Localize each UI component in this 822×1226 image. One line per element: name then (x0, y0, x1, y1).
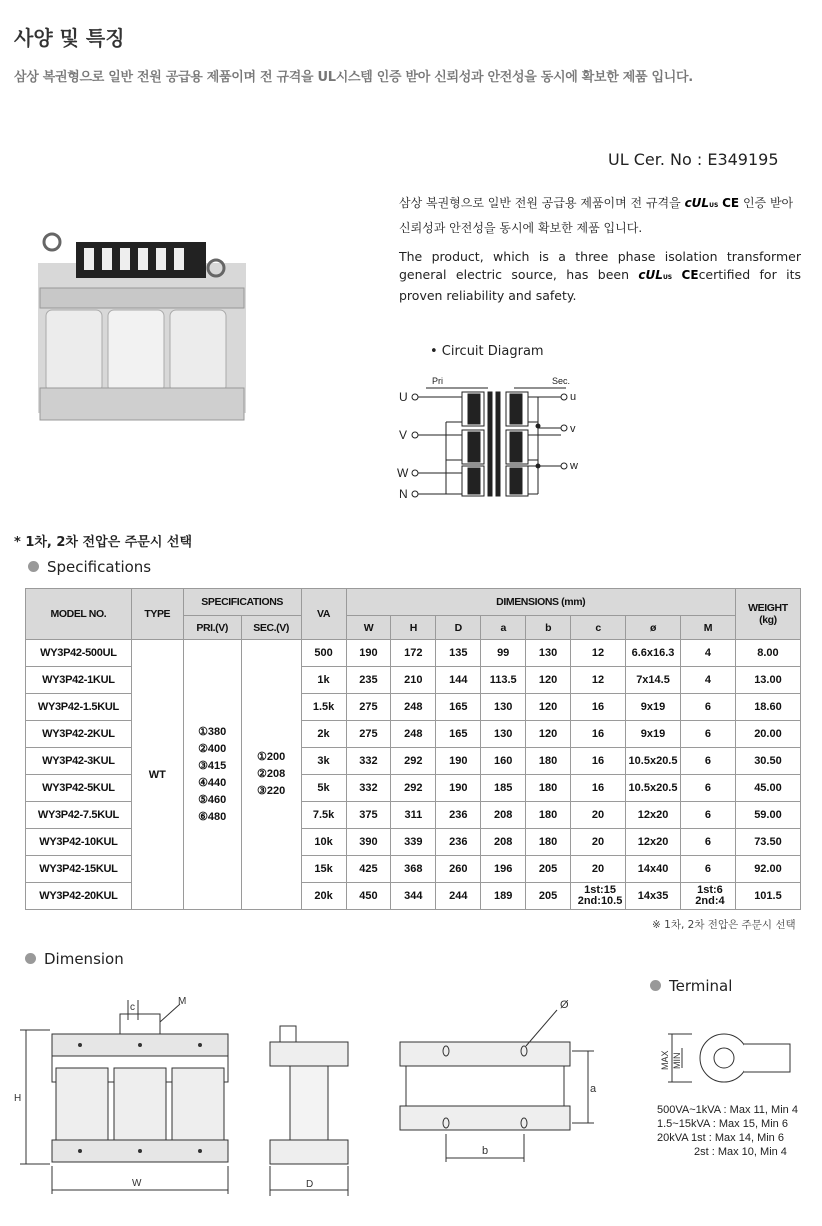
table-row: WY3P42-1.5KUL 1.5k 275 248 165 130 120 16 9x19 6 18.60 (26, 694, 801, 721)
table-row: WY3P42-5KUL 5k 332 292 190 185 180 16 10.5x20.5 6 45.00 (26, 775, 801, 802)
terminal-min-label: MIN (672, 1052, 682, 1069)
dimension-top-view (392, 994, 624, 1164)
english-description: The product, which is a three phase isolation transformer general electric source, has been ᴄULUS CEcertified for its proven reliability and safety. (399, 249, 801, 303)
table-row: WY3P42-3KUL 3k 332 292 190 160 180 16 10.5x20.5 6 30.50 (26, 748, 801, 775)
ul-cert-number: UL Cer. No : E349195 (608, 150, 779, 169)
table-row: WY3P42-2KUL 2k 275 248 165 130 120 16 9x19 6 20.00 (26, 721, 801, 748)
th-specifications: SPECIFICATIONS (183, 589, 301, 616)
circuit-diagram-title: • Circuit Diagram (430, 344, 544, 359)
dimension-side-view (262, 1020, 362, 1200)
th-pri: PRI.(V) (183, 616, 241, 640)
terminal-max-label: MAX (660, 1050, 670, 1070)
ce-logo-english: CE (681, 268, 699, 282)
dimension-front-view (10, 990, 240, 1200)
specifications-heading: Specifications (28, 558, 151, 576)
korean-desc-line2: 인증 받아 (742, 196, 794, 210)
th-weight: WEIGHT (kg) (735, 589, 800, 640)
table-row: WY3P42-500UL WT ①380 ②400 ③415 ④440 ⑤460 ⑥480 ①200 ②208 ③220 500 190 172 135 99 130 12 6.6x16.3 4 8.00 (26, 640, 801, 667)
dim-label-w: W (132, 1178, 142, 1189)
th-dim-h: H (391, 616, 436, 640)
circuit-diagram (396, 370, 596, 506)
table-footnote: ※ 1차, 2차 전압은 주문시 선택 (652, 919, 796, 931)
dim-label-d: D (306, 1179, 314, 1190)
bullet-icon (650, 980, 661, 991)
dim-label-phi: Ø (560, 999, 569, 1011)
korean-desc-line1: 삼상 복권형으로 일반 전원 공급용 제품이며 전 규격을 (399, 196, 681, 210)
th-dim-d: D (436, 616, 481, 640)
pri-voltages-cell: ①380 ②400 ③415 ④440 ⑤460 ⑥480 (183, 640, 241, 910)
voltage-note-heading: * 1차, 2차 전압은 주문시 선택 (14, 535, 193, 550)
th-dim-b: b (526, 616, 571, 640)
table-row: WY3P42-7.5KUL 7.5k 375 311 236 208 180 20 12x20 6 59.00 (26, 802, 801, 829)
th-dimensions: DIMENSIONS (mm) (346, 589, 735, 616)
ce-logo: CE (722, 196, 740, 210)
table-row: WY3P42-10KUL 10k 390 339 236 208 180 20 12x20 6 73.50 (26, 829, 801, 856)
circuit-term-U: U (399, 390, 408, 404)
korean-desc-line3: 신뢰성과 안전성을 동시에 확보한 제품 입니다. (399, 221, 643, 235)
th-dim-a: a (481, 616, 526, 640)
th-dim-w: W (346, 616, 391, 640)
th-dim-c: c (571, 616, 626, 640)
circuit-term-W: W (397, 466, 409, 480)
page-subtitle: 삼상 복권형으로 일반 전원 공급용 제품이며 전 규격을 UL시스템 인증 받아 신뢰성과 안전성을 동시에 확보한 제품 입니다. (14, 70, 693, 85)
bullet-icon (25, 953, 36, 964)
table-row: WY3P42-15KUL 15k 425 368 260 196 205 20 14x40 6 92.00 (26, 856, 801, 883)
specifications-table (25, 588, 801, 910)
sec-voltages-cell: ①200 ②208 ③220 (241, 640, 301, 910)
dim-label-m: M (178, 996, 187, 1007)
ul-logo-english: ᴄULUS (638, 268, 673, 282)
circuit-pri-label: Pri (432, 376, 443, 386)
th-dim-phi: ø (626, 616, 681, 640)
bullet-icon (28, 561, 39, 572)
table-row: WY3P42-20KUL 20k 450 344 244 189 205 1st:15 2nd:10.5 14x35 1st:6 2nd:4 101.5 (26, 883, 801, 910)
terminal-heading: Terminal (650, 977, 732, 995)
circuit-sec-label: Sec. (552, 376, 571, 386)
terminal-notes: 500VA~1kVA : Max 11, Min 4 1.5~15kVA : Max 15, Min 6 20kVA 1st : Max 14, Min 6 2st : Max 10, Min 4 (657, 1104, 798, 1158)
th-sec: SEC.(V) (241, 616, 301, 640)
type-cell: WT (131, 640, 183, 910)
ul-logo: ᴄULUS (684, 196, 719, 210)
dim-label-c: c (130, 1002, 135, 1013)
th-model: MODEL NO. (26, 589, 132, 640)
circuit-term-N: N (399, 487, 408, 501)
th-type: TYPE (131, 589, 183, 640)
dimension-heading: Dimension (25, 950, 124, 968)
circuit-term-v: v (570, 423, 576, 435)
th-dim-m: M (681, 616, 736, 640)
circuit-term-w: w (570, 460, 578, 472)
dim-label-b: b (482, 1145, 489, 1157)
circuit-term-u: u (570, 391, 577, 403)
circuit-term-V: V (399, 428, 408, 442)
korean-description (399, 192, 799, 239)
dim-label-h: H (14, 1093, 22, 1104)
page-title: 사양 및 특징 (14, 26, 125, 50)
dim-label-a: a (590, 1083, 597, 1095)
terminal-lug-drawing (652, 1030, 802, 1092)
transformer-photo (36, 228, 248, 428)
table-row: WY3P42-1KUL 1k 235 210 144 113.5 120 12 7x14.5 4 13.00 (26, 667, 801, 694)
th-va: VA (301, 589, 346, 640)
